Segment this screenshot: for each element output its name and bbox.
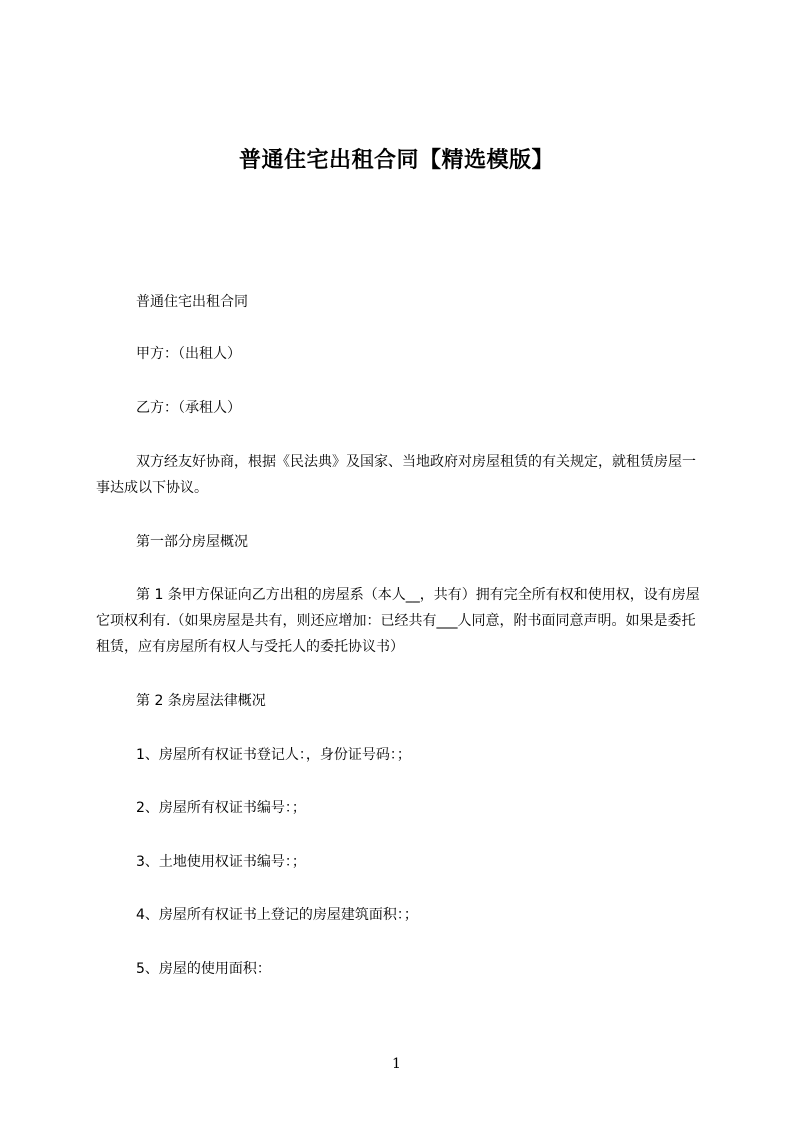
party-b-line: 乙方：（承租人）: [136, 400, 241, 416]
list-item: 1、房屋所有权证书登记人：，身份证号码：；: [136, 747, 411, 763]
list-item: 2、房屋所有权证书编号：；: [136, 800, 306, 816]
intro-paragraph: 双方经友好协商，根据《民法典》及国家、当地政府对房屋租赁的有关规定，就租赁房屋一事达成以下协议。: [96, 454, 696, 496]
party-a-line: 甲方：（出租人）: [136, 346, 241, 362]
part1-heading: 第一部分房屋概况: [136, 534, 248, 550]
article1-paragraph: 第 1 条甲方保证向乙方出租的房屋系（本人__，共有）拥有完全所有权和使用权，设有房屋它项权利有.（如果房屋是共有，则还应增加：已经共有___人同意，附书面同意声明。如果是委托租赁，应有房屋所有权人与受托人的委托协议书）: [96, 587, 700, 655]
contract-subtitle: 普通住宅出租合同: [136, 294, 248, 310]
list-item: 3、土地使用权证书编号：；: [136, 854, 306, 870]
article2-heading: 第 2 条房屋法律概况: [136, 693, 266, 709]
page-number: 1: [392, 1056, 401, 1072]
document-title: 普通住宅出租合同【精选模版】: [238, 148, 554, 173]
list-item: 5、房屋的使用面积：: [136, 961, 271, 977]
list-item: 4、房屋所有权证书上登记的房屋建筑面积：；: [136, 907, 418, 923]
